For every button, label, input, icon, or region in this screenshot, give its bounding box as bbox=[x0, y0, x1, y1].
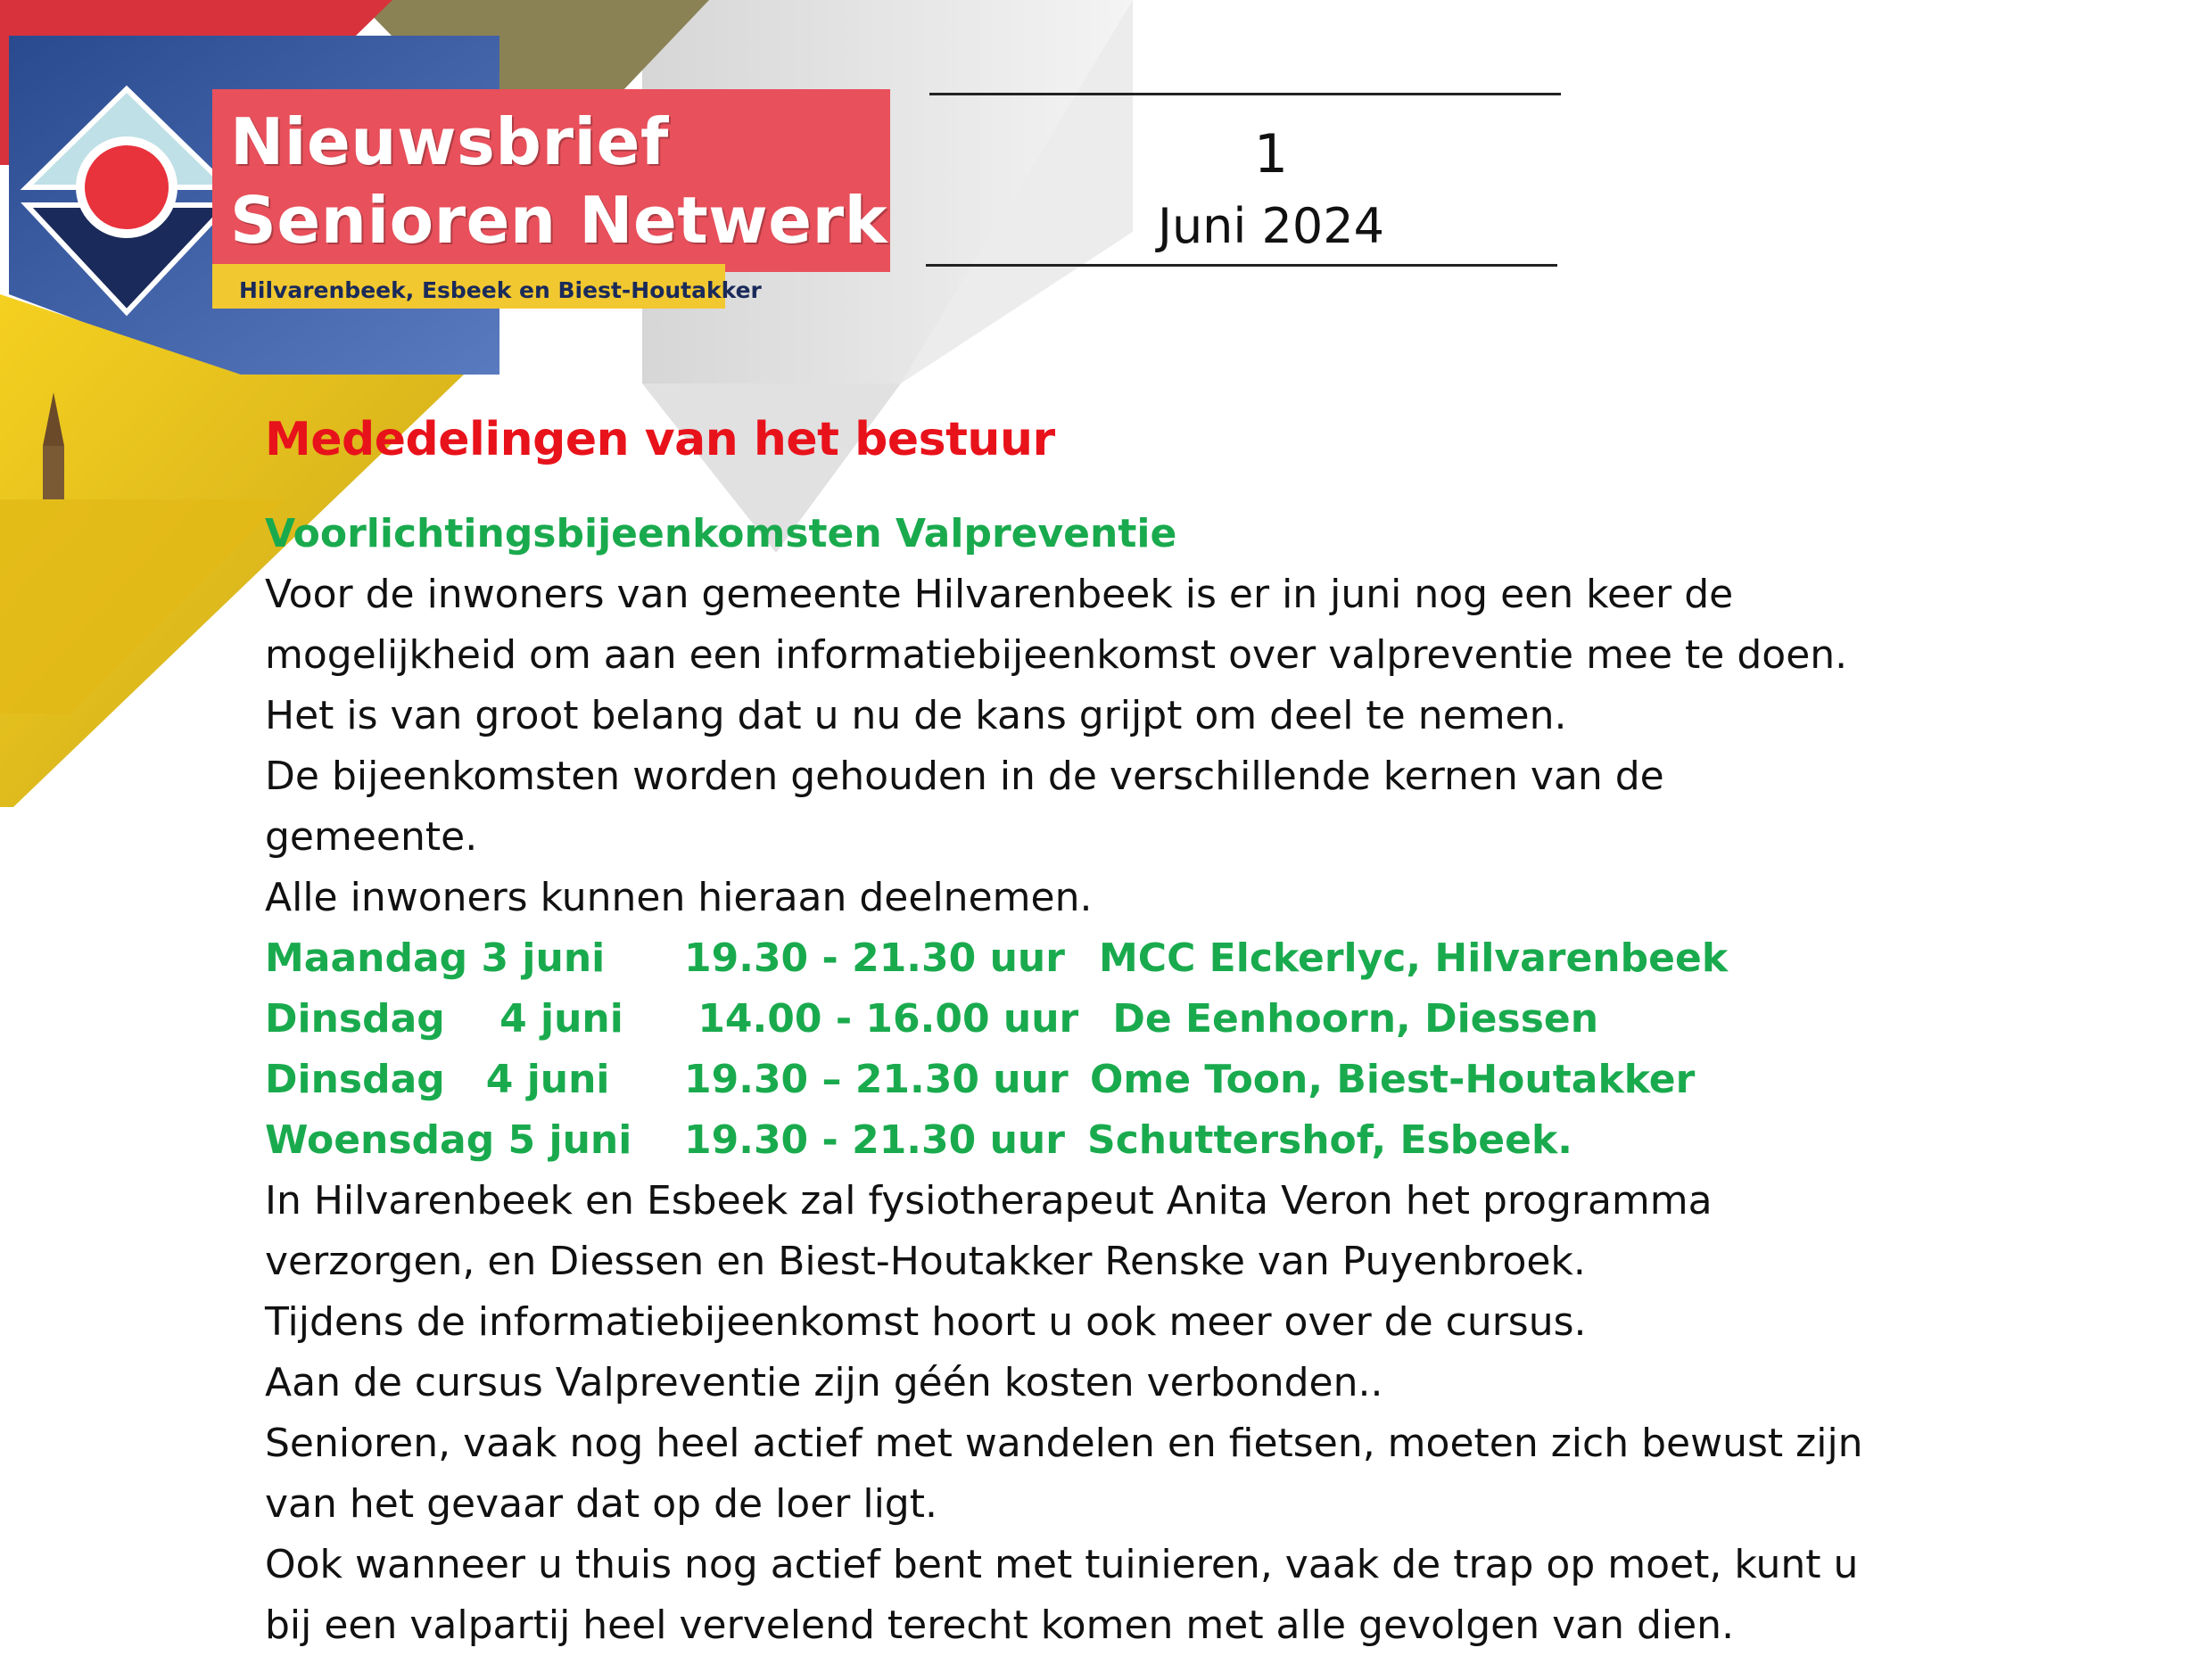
schedule-time: 19.30 - 21.30 uur bbox=[684, 935, 1065, 981]
text-line: Senioren, vaak nog heel actief met wandelen en fietsen, moeten zich bewust zijn bbox=[265, 1421, 1863, 1466]
schedule-row bbox=[265, 989, 2049, 1050]
issue-number: 1 bbox=[1253, 123, 1289, 185]
schedule-row bbox=[265, 1050, 2049, 1110]
schedule-row bbox=[265, 928, 2049, 989]
schedule-time: 14.00 - 16.00 uur bbox=[684, 996, 1079, 1042]
article-body bbox=[265, 406, 2049, 1656]
section-title: Mededelingen van het bestuur bbox=[265, 413, 1055, 466]
issue-date: Juni 2024 bbox=[1158, 198, 1384, 254]
text-line: Het is van groot belang dat u nu de kans grijpt om deel te nemen. bbox=[265, 693, 1567, 738]
schedule-day: Maandag 3 juni bbox=[265, 935, 606, 981]
text-line: van het gevaar dat op de loer ligt. bbox=[265, 1481, 937, 1527]
text-line: In Hilvarenbeek en Esbeek zal fysiotherapeut Anita Veron het programma bbox=[265, 1178, 1713, 1223]
text-line: Aan de cursus Valpreventie zijn géén kosten verbonden.. bbox=[265, 1360, 1383, 1405]
schedule-location: De Eenhoorn, Diessen bbox=[1099, 996, 1599, 1042]
text-line: Tijdens de informatiebijeenkomst hoort u ook meer over de cursus. bbox=[265, 1299, 1587, 1345]
text-line: bij een valpartij heel vervelend terecht komen met alle gevolgen van dien. bbox=[265, 1602, 1735, 1648]
text-line: mogelijkheid om aan een informatiebijeenkomst over valpreventie mee te doen. bbox=[265, 632, 1848, 678]
schedule-location: Ome Toon, Biest-Houtakker bbox=[1090, 1057, 1696, 1102]
schedule-day: Dinsdag 4 juni bbox=[265, 1057, 610, 1102]
logo-title-line1: Nieuwsbrief bbox=[230, 104, 669, 179]
schedule-row bbox=[265, 1110, 2049, 1171]
text-line: De bijeenkomsten worden gehouden in de verschillende kernen van de bbox=[265, 754, 1664, 799]
schedule-list bbox=[265, 928, 2049, 1171]
text-line: Alle inwoners kunnen hieraan deelnemen. bbox=[265, 875, 1093, 920]
issue-rule-top bbox=[929, 93, 1561, 95]
schedule-time: 19.30 - 21.30 uur bbox=[684, 1117, 1065, 1163]
schedule-location: Schuttershof, Esbeek. bbox=[1087, 1117, 1572, 1163]
schedule-day: Woensdag 5 juni bbox=[265, 1117, 632, 1163]
logo-title-line2: Senioren Netwerk bbox=[230, 183, 887, 258]
logo-subtitle: Hilvarenbeek, Esbeek en Biest-Houtakker bbox=[239, 277, 762, 303]
schedule-location: MCC Elckerlyc, Hilvarenbeek bbox=[1099, 935, 1729, 981]
text-line: Voor de inwoners van gemeente Hilvarenbeek is er in juni nog een keer de bbox=[265, 572, 1734, 617]
issue-rule-bottom bbox=[926, 264, 1557, 267]
schedule-day: Dinsdag 4 juni bbox=[265, 996, 623, 1042]
text-line: gemeente. bbox=[265, 814, 478, 860]
schedule-time: 19.30 – 21.30 uur bbox=[684, 1057, 1069, 1102]
article-subheading: Voorlichtingsbijeenkomsten Valpreventie bbox=[265, 511, 1177, 556]
intro-paragraph bbox=[265, 564, 2049, 928]
text-line: Ook wanneer u thuis nog actief bent met tuinieren, vaak de trap op moet, kunt u bbox=[265, 1542, 1859, 1587]
emblem-sun bbox=[80, 141, 173, 234]
closing-paragraph bbox=[265, 1171, 2049, 1656]
text-line: verzorgen, en Diessen en Biest-Houtakker Renske van Puyenbroek. bbox=[265, 1239, 1586, 1284]
